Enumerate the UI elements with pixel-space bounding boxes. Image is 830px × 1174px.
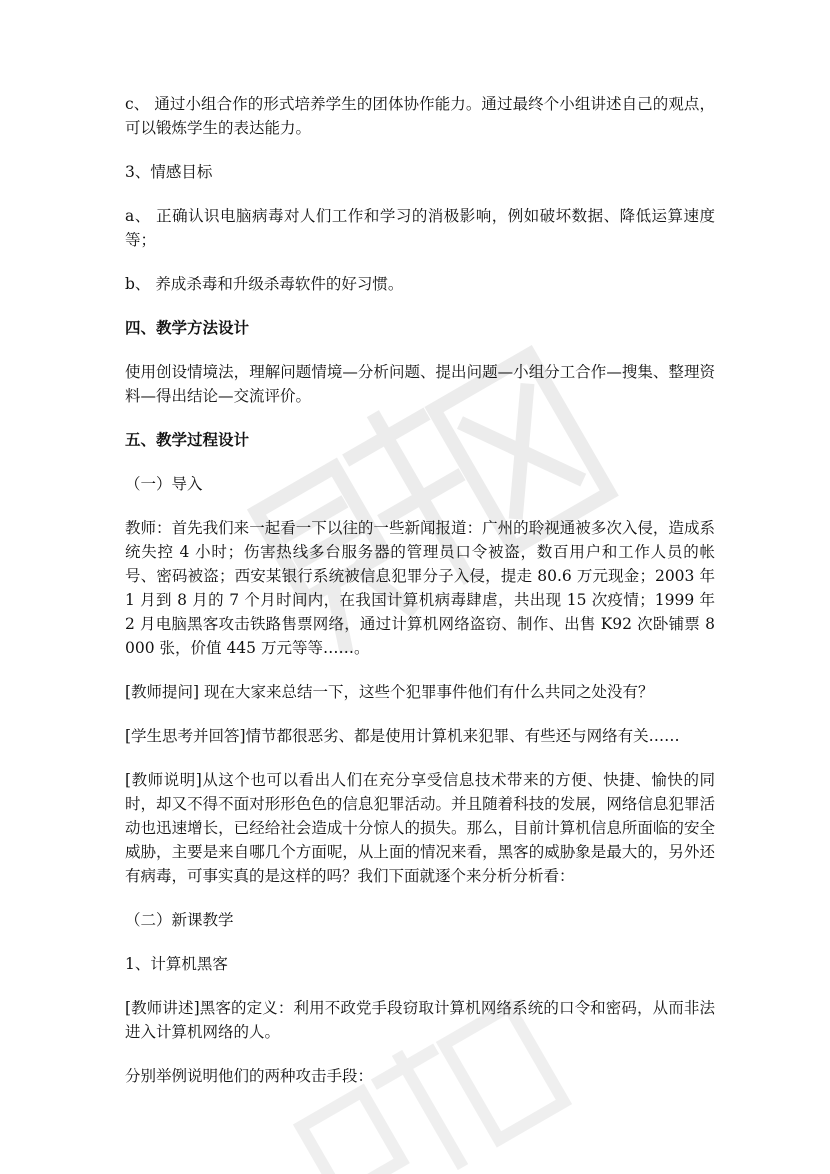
paragraph-hacker-definition: [教师讲述]黑客的定义：利用不政党手段窃取计算机网络系统的口令和密码，从而非法进入计算机网络的人。 (125, 999, 715, 1041)
paragraph-student-answer: [学生思考并回答]情节都很恶劣、都是使用计算机来犯罪、有些还与网络有关…… (125, 727, 680, 745)
section-heading-process: 五、教学过程设计 (125, 430, 250, 449)
document-content (125, 92, 715, 1108)
paragraph-teacher-explanation: [教师说明]从这个也可以看出人们在充分享受信息技术带来的方便、快捷、愉快的同时，却又不得不面对形形色色的信息犯罪活动。并且随着科技的发展，网络信息犯罪活动也迅速增长，已经给社会造成十分惊人的损失。那么，目前计算机信息所面临的安全威胁，主要是来自哪几个方面呢，从上面的情况来看，黑客的威胁象是最大的，另外还有病毒，可事实真的是这样的吗？我们下面就逐个来分析分析看： (125, 771, 715, 885)
paragraph-intro-title: （一）导入 (125, 475, 203, 493)
paragraph-hacker-title: 1、计算机黑客 (125, 955, 228, 973)
paragraph-antivirus-habit: b、 养成杀毒和升级杀毒软件的好习惯。 (125, 275, 404, 293)
paragraph-emotional-goal: 3、情感目标 (125, 163, 213, 181)
paragraph-teacher-question: [教师提问] 现在大家来总结一下，这些个犯罪事件他们有什么共同之处没有？ (125, 683, 654, 701)
section-heading-methods: 四、教学方法设计 (125, 318, 250, 337)
paragraph-new-lesson-title: （二）新课教学 (125, 911, 234, 929)
paragraph-attack-methods: 分别举例说明他们的两种攻击手段： (125, 1067, 374, 1085)
paragraph-teacher-news: 教师：首先我们来一起看一下以往的一些新闻报道：广州的聆视通被多次入侵，造成系统失控 4 小时；伤害热线多台服务器的管理员口令被盗，数百用户和工作人员的帐号、密码被盗；西安某银行系统被信息犯罪分子入侵，提走 80.6 万元现金；2003 年 1 月到 8 月的 7 个月时间内，在我国计算机病毒肆虐，共出现 15 次疫情；1999 年 2 月电脑黑客攻击铁路售票网络，通过计算机网络盗窃、制作、出售 K92 次卧铺票 8000 张，价值 445 万元等等……。 (125, 519, 715, 657)
paragraph-collaboration: c、 通过小组合作的形式培养学生的团体协作能力。通过最终个小组讲述自己的观点，可以锻炼学生的表达能力。 (125, 95, 715, 137)
paragraph-virus-impact: a、 正确认识电脑病毒对人们工作和学习的消极影响，例如破坏数据、降低运算速度等； (125, 207, 715, 249)
paragraph-methods: 使用创设情境法，理解问题情境—分析问题、提出问题—小组分工合作—搜集、整理资料—得出结论—交流评价。 (125, 363, 715, 405)
